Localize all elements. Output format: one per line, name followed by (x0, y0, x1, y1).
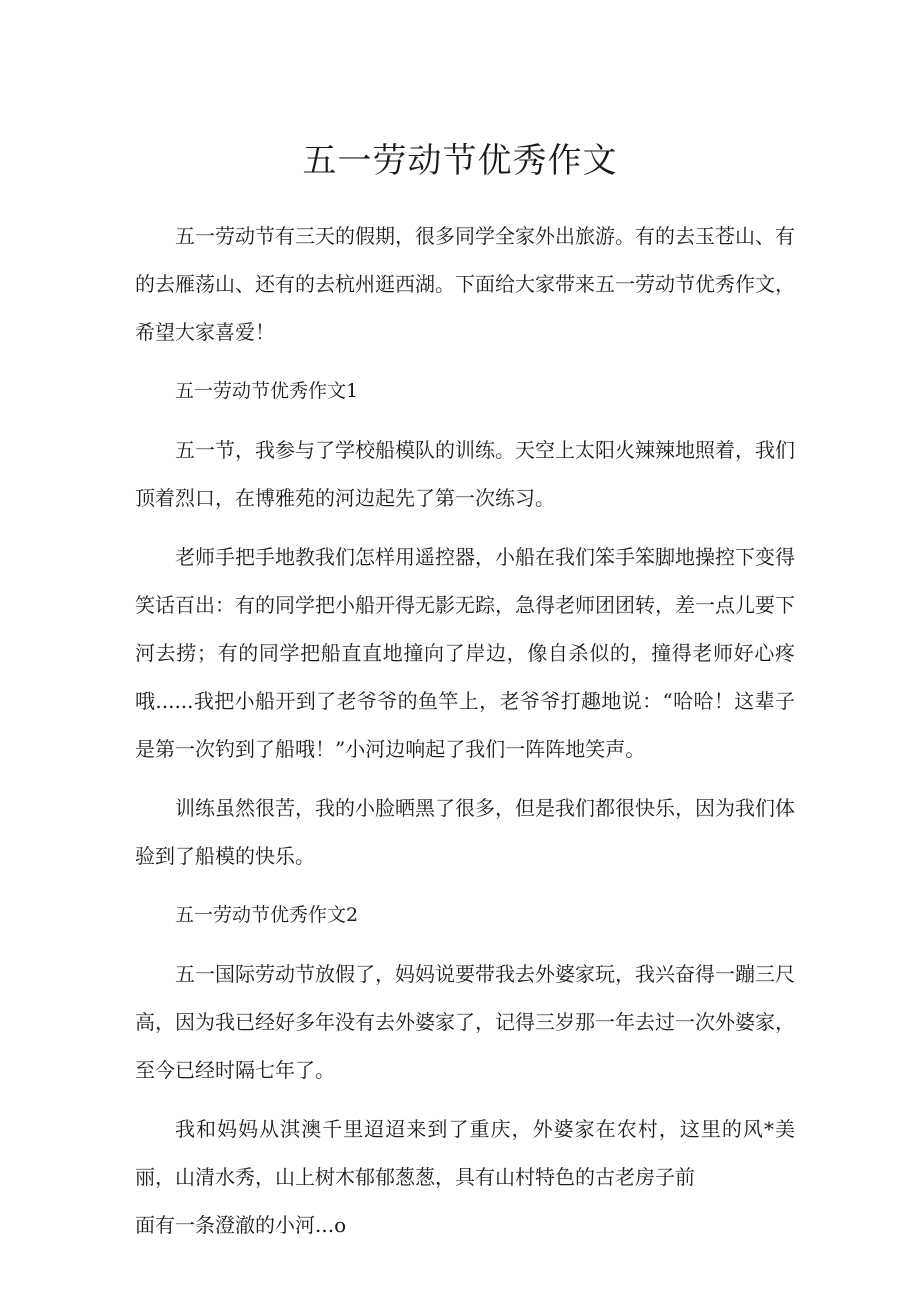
essay1-paragraph-2: 老师手把手地教我们怎样用遥控器，小船在我们笨手笨脚地操控下变得笑话百出：有的同学把小船开得无影无踪，急得老师团团转，差一点儿要下河去捞；有的同学把船直直地撞向了岸边，像自杀似的，撞得老师好心疼哦......我把小船开到了老爷爷的鱼竿上，老爷爷打趣地说：“哈哈！这辈子是第一次钓到了船哦！”小河边响起了我们一阵阵地笑声。 (135, 545, 795, 761)
essay2-paragraph-2: 我和妈妈从淇澳千里迢迢来到了重庆，外婆家在农村，这里的风*美丽，山清水秀，山上树木郁郁葱葱，具有山村特色的古老房子前 (135, 1117, 795, 1189)
essay1-paragraph-1: 五一节，我参与了学校船模队的训练。天空上太阳火辣辣地照着，我们顶着烈口，在博雅苑的河边起先了第一次练习。 (135, 438, 795, 510)
intro-paragraph: 五一劳动节有三天的假期，很多同学全家外出旅游。有的去玉苍山、有的去雁荡山、还有的去杭州逛西湖。下面给大家带来五一劳动节优秀作文，希望大家喜爱！ (135, 224, 795, 344)
document-title: 五一劳动节优秀作文 (302, 141, 618, 181)
essay2-trailing-line: 面有一条澄澈的小河...o (135, 1213, 347, 1237)
document-body (135, 212, 795, 1249)
essay1-heading: 五一劳动节优秀作文1 (175, 380, 359, 402)
essay1-paragraph-3: 训练虽然很苦，我的小脸晒黑了很多，但是我们都很快乐，因为我们体验到了船模的快乐。 (135, 796, 795, 868)
essay2-heading: 五一劳动节优秀作文2 (175, 904, 359, 926)
essay2-paragraph-1: 五一国际劳动节放假了，妈妈说要带我去外婆家玩，我兴奋得一蹦三尺高，因为我已经好多年没有去外婆家了，记得三岁那一年去过一次外婆家，至今已经时隔七年了。 (135, 962, 795, 1082)
